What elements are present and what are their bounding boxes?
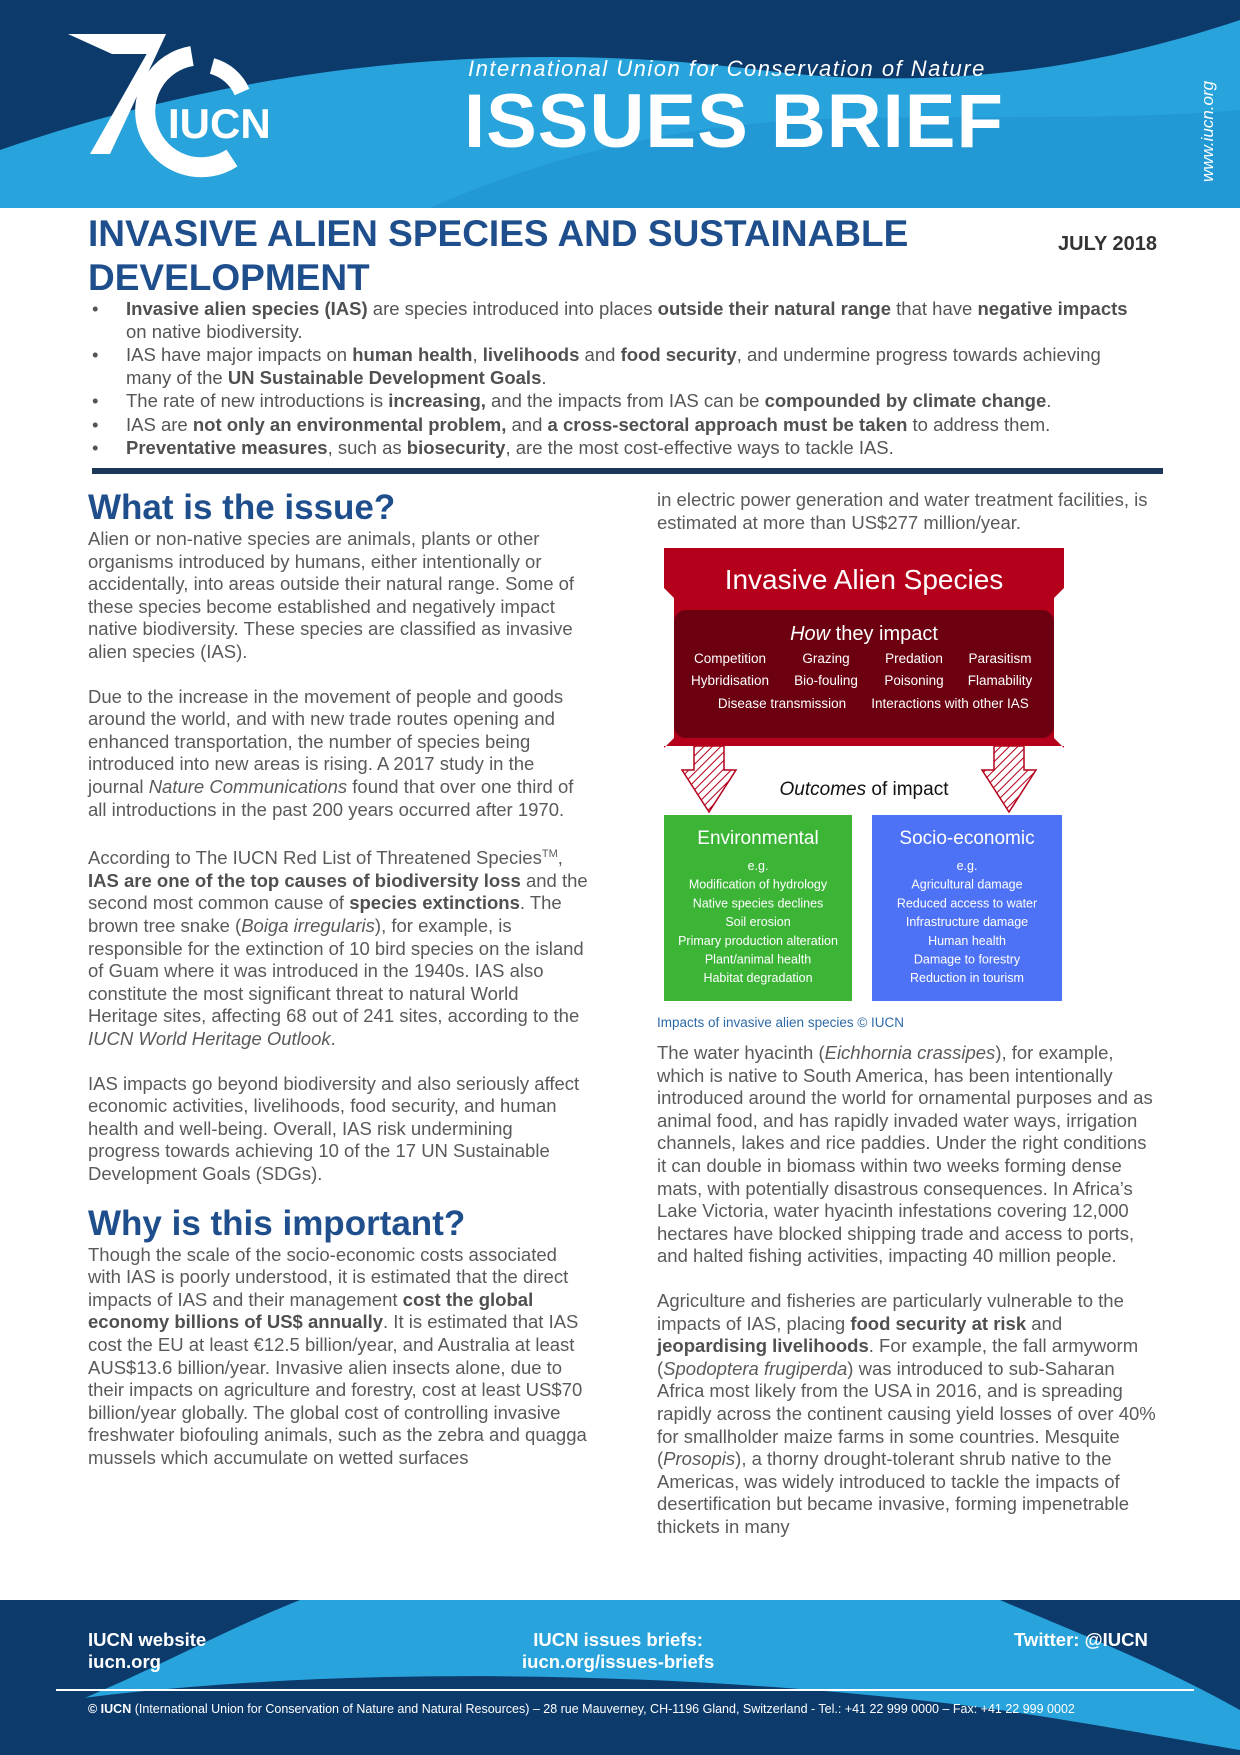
- header-banner: [0, 0, 1240, 208]
- outcome-item: Plant/animal health: [704, 952, 812, 967]
- section-heading-issue: What is the issue?: [88, 488, 396, 527]
- key-point-1: • Invasive alien species (IAS) are species introduced into places outside their natural range that have negative impacts on native biodiversity.: [88, 298, 1148, 343]
- outcome-item: Modification of hydrology: [688, 877, 828, 892]
- impact-term: Competition: [693, 651, 767, 666]
- publication-title: ISSUES BRIEF: [464, 79, 1004, 164]
- impact-term: Predation: [885, 651, 943, 666]
- publication-date: JULY 2018: [1058, 233, 1157, 255]
- footer-website-label: IUCN website: [88, 1629, 207, 1650]
- right-column: [657, 489, 1157, 534]
- impact-term: Disease transmission: [717, 696, 847, 711]
- key-point-5: • Preventative measures, such as biosecurity, are the most cost-effective ways to tackle IAS.: [88, 437, 1148, 460]
- logo-iucn-text: IUCN: [168, 100, 271, 147]
- left-column: [88, 488, 588, 1470]
- footer-copyright: [88, 1702, 1075, 1716]
- issue-paragraphs: [88, 528, 588, 1186]
- outcome-item: Reduced access to water: [896, 896, 1038, 911]
- socio-economic-items: [897, 859, 1037, 985]
- ias-impacts-infographic: [664, 548, 1064, 1002]
- footer-website[interactable]: [88, 1629, 206, 1673]
- footer-issues-briefs[interactable]: [522, 1629, 714, 1673]
- infographic-title: Invasive Alien Species: [724, 564, 1004, 595]
- outcome-item: Reduction in tourism: [910, 971, 1024, 986]
- outcome-item: Native species declines: [692, 896, 824, 911]
- issue-paragraph-1: Alien or non-native species are animals, plants or other organisms introduced by humans, either intentionally or accidentally, into areas outside their natural range. Some of these species become established and negatively impact native biodiversity. These species are classified as invasive alien species (IAS).: [88, 528, 575, 662]
- impact-term: Grazing: [802, 651, 850, 666]
- impact-term: Flamability: [967, 673, 1033, 688]
- issue-paragraph-3: According to The IUCN Red List of Threatened Species™, IAS are one of the top causes of biodiversity loss and the second most common cause of species extinctions. The brown tree snake (Boiga irregularis), for example, is responsible for the extinction of 10 bird species on the island of Guam where it was introduced in the 1940s. IAS also constitute the most significant threat to natural World Heritage sites, affecting 68 out of 241 sites, according to the IUCN World Heritage Outlook.: [88, 847, 588, 1050]
- impact-term: Parasitism: [968, 651, 1032, 666]
- important-paragraph-1: Though the scale of the socio-economic costs associated with IAS is poorly understood, it is estimated that the direct impacts of IAS and their management cost the global economy billions of US$ annually. It is estimated that IAS cost the EU at least €12.5 billion/year, and Australia at least AUS$13.6 billion/year. Invasive alien insects alone, due to their impacts on agriculture and forestry, cost at least US$70 billion/year globally. The global cost of controlling invasive freshwater biofouling animals, such as the zebra and quagga mussels which accumulate on wetted surfaces: [88, 1243, 587, 1468]
- organization-name: International Union for Conservation of Nature: [468, 56, 986, 81]
- outcome-item: Human health: [928, 933, 1006, 948]
- right-paragraph-1: The water hyacinth (Eichhornia crassipes), for example, which is native to South America, has been intentionally introduced around the world for ornamental purposes and as animal food, and has rapidly invaded water ways, irrigation channels, lakes and rice paddies. Under the right conditions it can double in biomass within two weeks forming dense mats, with potentially disastrous consequences. In Africa’s Lake Victoria, water hyacinth infestations covering 12,000 hectares have blocked shipping trade and access to ports, and halted fishing activities, impacting 40 million people.: [657, 1042, 1153, 1267]
- footer-wave-graphic: [0, 1600, 1240, 1755]
- website-vertical[interactable]: [1180, 64, 1217, 194]
- outcome-item: Primary production alteration: [678, 933, 838, 948]
- document-title: INVASIVE ALIEN SPECIES AND SUSTAINABLE DEVELOPMENT: [88, 213, 909, 298]
- impact-term: Poisoning: [884, 673, 944, 688]
- issue-paragraph-4: IAS impacts go beyond biodiversity and also seriously affect economic activities, livelihoods, food security, and human health and well-being. Overall, IAS risk undermining progress towards achieving 10 of the 17 UN Sustainable Development Goals (SDGs).: [88, 1072, 580, 1184]
- how-they-impact-heading: How they impact: [790, 623, 938, 645]
- arrow-left: [682, 746, 736, 812]
- footer-twitter[interactable]: Twitter: @IUCN: [1014, 1629, 1148, 1650]
- section-heading-important: Why is this important?: [88, 1203, 466, 1243]
- environmental-title: Environmental: [697, 828, 819, 849]
- impact-term: Interactions with other IAS: [871, 696, 1029, 711]
- outcome-item: Habitat degradation: [703, 971, 813, 986]
- outcome-item: e.g.: [747, 859, 769, 873]
- issue-paragraph-2: Due to the increase in the movement of people and goods around the world, and with new trade routes opening and enhanced transportation, the number of species being introduced into new areas is rising. A 2017 study in the journal Nature Communications found that over one third of all introductions in the past 200 years occurred after 1970.: [88, 685, 574, 820]
- right-paragraph-2: Agriculture and fisheries are particularly vulnerable to the impacts of IAS, placing food security at risk and jeopardising livelihoods. For example, the fall armyworm (Spodoptera frugiperda) was introduced to sub-Saharan Africa most likely from the USA in 2016, and is spreading rapidly across the continent causing yield losses of over 40% for smallholder maize farms in some countries. Mesquite (Prosopis), a thorny drought-tolerant shrub native to the Americas, was widely introduced to tackle the impacts of desertification but became invasive, forming impenetrable thickets in many: [657, 1289, 1156, 1537]
- impact-term: Hybridisation: [690, 673, 770, 688]
- figure-caption: Impacts of invasive alien species © IUCN: [657, 1015, 905, 1030]
- key-point-4: • IAS are not only an environmental problem, and a cross-sectoral approach must be taken to address them.: [88, 414, 1148, 437]
- outcome-item: Agricultural damage: [911, 877, 1023, 892]
- continuation-paragraph: in electric power generation and water treatment facilities, is estimated at more than US$277 million/year.: [657, 489, 1148, 533]
- footer-briefs-link[interactable]: iucn.org/issues-briefs: [522, 1651, 715, 1672]
- outcome-item: Infrastructure damage: [905, 915, 1029, 930]
- outcomes-heading: Outcomes of impact: [779, 779, 949, 800]
- impact-term: Bio-fouling: [794, 673, 858, 688]
- copyright-text: (International Union for Conservation of Nature and Natural Resources) – 28 rue Mauverney, CH-1196 Gland, Switzerland - Tel.: +41 22 999 0000 – Fax: +41 22 999 0002: [131, 1702, 1075, 1716]
- website-text[interactable]: www.iucn.org: [1198, 80, 1217, 182]
- footer-rule: [56, 1689, 1194, 1691]
- outcome-item: Damage to forestry: [913, 952, 1021, 967]
- socio-economic-title: Socio-economic: [899, 828, 1035, 849]
- footer-briefs-label: IUCN issues briefs:: [533, 1629, 703, 1650]
- important-paragraphs: [88, 1244, 588, 1470]
- key-point-3: • The rate of new introductions is increasing, and the impacts from IAS can be compounded by climate change.: [88, 390, 1148, 413]
- key-points-list: [88, 298, 1148, 461]
- footer-banner: [0, 1600, 1240, 1755]
- right-body-text: [657, 1042, 1157, 1538]
- footer-website-link[interactable]: iucn.org: [88, 1651, 161, 1672]
- arrow-right: [982, 746, 1036, 812]
- outcome-item: Soil erosion: [725, 915, 791, 930]
- key-point-2: • IAS have major impacts on human health, livelihoods and food security, and undermine progress towards achieving many of the UN Sustainable Development Goals.: [88, 344, 1148, 389]
- copyright-prefix: © IUCN: [88, 1702, 132, 1716]
- outcome-item: e.g.: [956, 859, 978, 873]
- section-divider: [92, 468, 1163, 474]
